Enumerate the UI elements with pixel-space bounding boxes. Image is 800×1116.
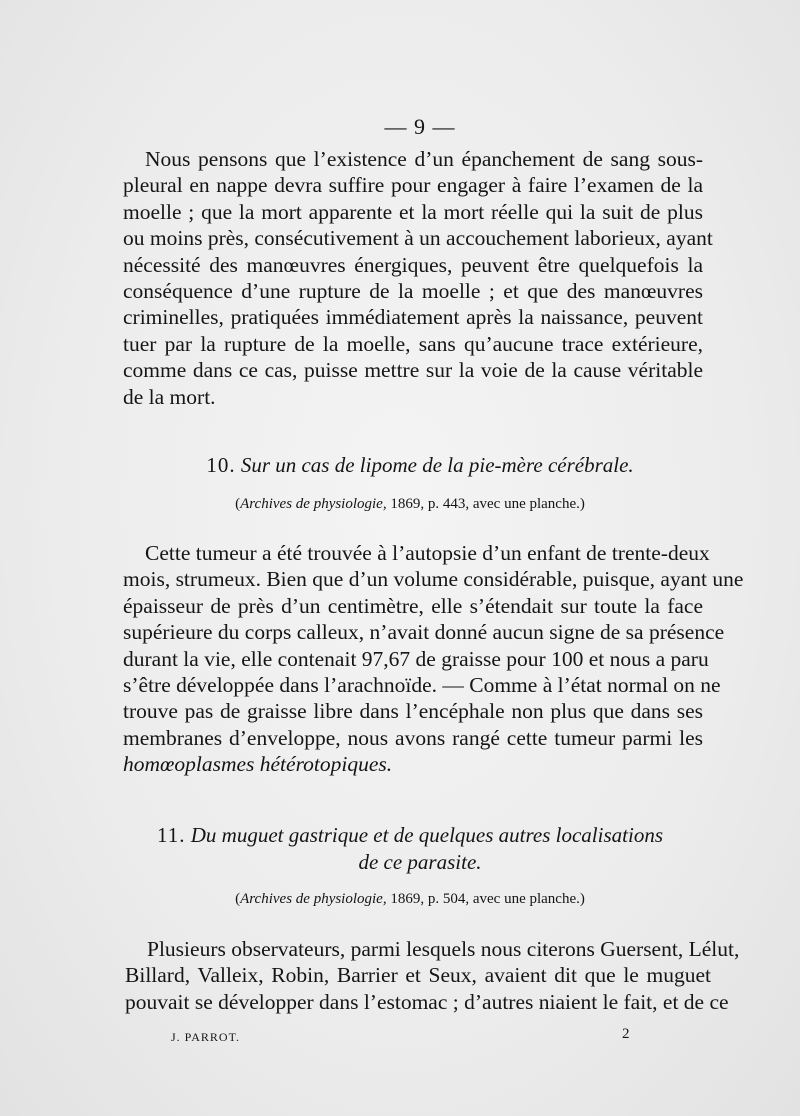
signature-mark: J. PARROT.	[171, 1030, 241, 1044]
text-line: de la mort.	[123, 384, 216, 409]
ref-paren: (	[235, 891, 241, 907]
text-line: membranes d’enveloppe, nous avons rangé cette tumeur parmi les	[123, 725, 703, 750]
text-line: trouve pas de graisse libre dans l’encéphale non plus que dans ses	[123, 699, 703, 724]
section-title-continued: de ce parasite.	[358, 850, 482, 874]
text-line: Cette tumeur a été trouvée à l’autopsie d’un enfant de trente-deux	[145, 541, 710, 565]
ref-details: 1869, p. 443, avec une planche.)	[386, 496, 585, 512]
text-line: Plusieurs observateurs, parmi lesquels nous citerons Guersent, Lélut,	[147, 937, 740, 961]
text-line: ou moins près, consécutivement à un accouchement laborieux, ayant	[123, 226, 713, 251]
text-line: Nous pensons que l’existence d’un épanchement de sang sous-	[145, 147, 703, 171]
text-line: s’être développée dans l’arachnoïde. — Comme à l’état normal on ne	[123, 673, 721, 698]
text-line: mois, strumeux. Bien que d’un volume considérable, puisque, ayant une	[123, 567, 744, 592]
ref-journal: Archives de physiologie,	[240, 891, 387, 907]
sheet-number: 2	[622, 1026, 630, 1042]
text-line: durant la vie, elle contenait 97,67 de graisse pour 100 et nous a paru	[123, 646, 709, 671]
text-line: homœoplasmes hétérotopiques.	[123, 752, 393, 777]
text-line: Billard, Valleix, Robin, Barrier et Seux, avaient dit que le muguet	[125, 963, 711, 988]
ref-journal: Archives de physiologie,	[240, 496, 387, 512]
section-number: 10.	[206, 453, 236, 477]
section-title: Sur un cas de lipome de la pie-mère cérébrale.	[240, 453, 634, 477]
page-number: — 9 —	[384, 114, 456, 139]
paragraph-conclusion	[123, 146, 713, 410]
text-line: comme dans ce cas, puisse mettre sur la voie de la cause véritable	[123, 358, 703, 383]
text-line: tuer par la rupture de la moelle, sans qu’aucune trace extérieure,	[123, 331, 703, 356]
text-line: pouvait se développer dans l’estomac ; d’autres niaient le fait, et de ce	[125, 989, 729, 1014]
section-heading-11	[0, 822, 800, 849]
section-number: 11.	[157, 823, 186, 847]
section-heading-10	[0, 452, 800, 479]
section-title: Du muguet gastrique et de quelques autres localisations	[190, 823, 663, 847]
bibliographic-reference	[0, 891, 800, 908]
text-line: nécessité des manœuvres énergiques, peuvent être quelquefois la	[123, 252, 703, 277]
text-line: conséquence d’une rupture de la moelle ; et que des manœuvres	[123, 279, 703, 304]
bibliographic-reference	[0, 496, 800, 513]
text-line: criminelles, pratiquées immédiatement après la naissance, peuvent	[123, 305, 703, 330]
text-line: pleural en nappe devra suffire pour engager à faire l’examen de la	[123, 173, 703, 198]
text-line: épaisseur de près d’un centimètre, elle s’étendait sur toute la face	[123, 593, 703, 618]
paragraph-muguet	[125, 936, 740, 1015]
ref-paren: (	[235, 496, 241, 512]
section-heading-11-cont	[0, 849, 800, 876]
text-line: supérieure du corps calleux, n’avait donné aucun signe de sa présence	[123, 620, 725, 645]
ref-details: 1869, p. 504, avec une planche.)	[386, 891, 585, 907]
text-line: moelle ; que la mort apparente et la mort réelle qui la suit de plus	[123, 199, 703, 224]
paragraph-lipome	[123, 540, 744, 778]
